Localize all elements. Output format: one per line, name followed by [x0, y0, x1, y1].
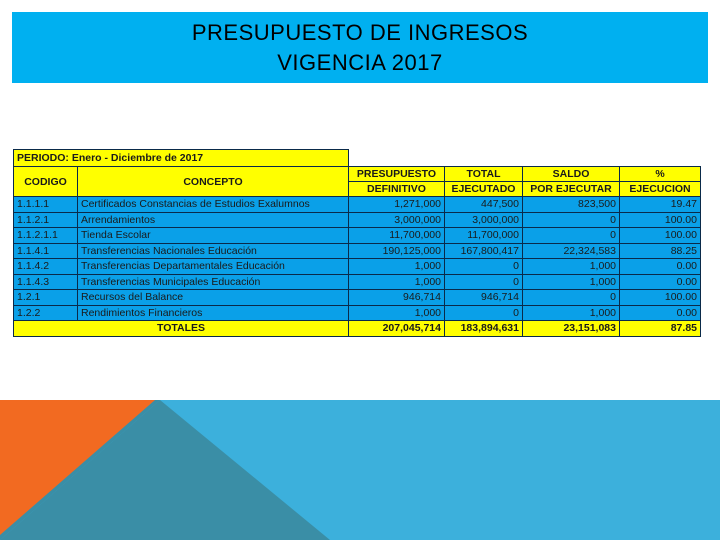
row-saldo: 1,000: [523, 305, 620, 321]
table-row: [14, 274, 701, 290]
row-ejecutado: 0: [445, 259, 523, 275]
row-saldo: 22,324,583: [523, 243, 620, 259]
table-row: [14, 212, 701, 228]
row-pct: 19.47: [620, 197, 701, 213]
row-concepto: Arrendamientos: [78, 212, 349, 228]
row-saldo: 823,500: [523, 197, 620, 213]
decorative-footer-shapes: [0, 400, 720, 540]
periodo-label: PERIODO:: [17, 152, 69, 164]
header-codigo: CODIGO: [14, 167, 78, 197]
periodo-value: Enero - Diciembre de 2017: [71, 152, 204, 164]
header-pct-bottom: EJECUCION: [620, 182, 701, 197]
row-pct: 100.00: [620, 212, 701, 228]
row-presupuesto: 190,125,000: [349, 243, 445, 259]
table-row: [14, 197, 701, 213]
row-presupuesto: 1,271,000: [349, 197, 445, 213]
row-presupuesto: 1,000: [349, 274, 445, 290]
header-saldo-bottom: POR EJECUTAR: [523, 182, 620, 197]
row-codigo: 1.1.4.3: [14, 274, 78, 290]
budget-table-container: [13, 149, 701, 337]
periodo-row: [14, 150, 701, 167]
row-ejecutado: 946,714: [445, 290, 523, 306]
row-saldo: 1,000: [523, 274, 620, 290]
slide-title-line1: PRESUPUESTO DE INGRESOS: [191, 19, 529, 45]
totals-saldo: 23,151,083: [523, 321, 620, 337]
header-pct-top: %: [620, 167, 701, 182]
header-presupuesto-top: PRESUPUESTO: [349, 167, 445, 182]
row-ejecutado: 167,800,417: [445, 243, 523, 259]
row-presupuesto: 3,000,000: [349, 212, 445, 228]
header-presupuesto-bottom: DEFINITIVO: [349, 182, 445, 197]
slide-title-line2: VIGENCIA 2017: [277, 49, 443, 75]
row-pct: 88.25: [620, 243, 701, 259]
row-ejecutado: 11,700,000: [445, 228, 523, 244]
row-saldo: 0: [523, 228, 620, 244]
table-row: [14, 243, 701, 259]
row-saldo: 0: [523, 212, 620, 228]
totals-presupuesto: 207,045,714: [349, 321, 445, 337]
row-codigo: 1.2.2: [14, 305, 78, 321]
row-presupuesto: 1,000: [349, 305, 445, 321]
totals-label: TOTALES: [14, 321, 349, 337]
header-total-bottom: EJECUTADO: [445, 182, 523, 197]
row-concepto: Transferencias Nacionales Educación: [78, 243, 349, 259]
row-presupuesto: 11,700,000: [349, 228, 445, 244]
row-codigo: 1.1.2.1: [14, 212, 78, 228]
row-presupuesto: 1,000: [349, 259, 445, 275]
row-pct: 0.00: [620, 274, 701, 290]
row-ejecutado: 0: [445, 274, 523, 290]
table-row: [14, 228, 701, 244]
row-concepto: Tienda Escolar: [78, 228, 349, 244]
header-saldo-top: SALDO: [523, 167, 620, 182]
row-concepto: Rendimientos Financieros: [78, 305, 349, 321]
row-concepto: Certificados Constancias de Estudios Exalumnos: [78, 197, 349, 213]
row-concepto: Transferencias Departamentales Educación: [78, 259, 349, 275]
row-codigo: 1.1.1.1: [14, 197, 78, 213]
header-total-top: TOTAL: [445, 167, 523, 182]
row-presupuesto: 946,714: [349, 290, 445, 306]
row-pct: 100.00: [620, 228, 701, 244]
header-concepto: CONCEPTO: [78, 167, 349, 197]
header-row-1: [14, 167, 701, 182]
row-saldo: 1,000: [523, 259, 620, 275]
row-codigo: 1.1.2.1.1: [14, 228, 78, 244]
totals-row: [14, 321, 701, 337]
row-saldo: 0: [523, 290, 620, 306]
totals-pct: 87.85: [620, 321, 701, 337]
row-pct: 0.00: [620, 259, 701, 275]
row-ejecutado: 447,500: [445, 197, 523, 213]
row-ejecutado: 0: [445, 305, 523, 321]
row-pct: 0.00: [620, 305, 701, 321]
table-row: [14, 259, 701, 275]
row-codigo: 1.2.1: [14, 290, 78, 306]
row-concepto: Transferencias Municipales Educación: [78, 274, 349, 290]
row-pct: 100.00: [620, 290, 701, 306]
periodo-cell: [14, 150, 349, 167]
row-ejecutado: 3,000,000: [445, 212, 523, 228]
budget-table: [13, 149, 701, 337]
row-codigo: 1.1.4.1: [14, 243, 78, 259]
totals-ejecutado: 183,894,631: [445, 321, 523, 337]
row-codigo: 1.1.4.2: [14, 259, 78, 275]
slide-title-banner: [12, 12, 708, 83]
table-row: [14, 305, 701, 321]
table-row: [14, 290, 701, 306]
row-concepto: Recursos del Balance: [78, 290, 349, 306]
